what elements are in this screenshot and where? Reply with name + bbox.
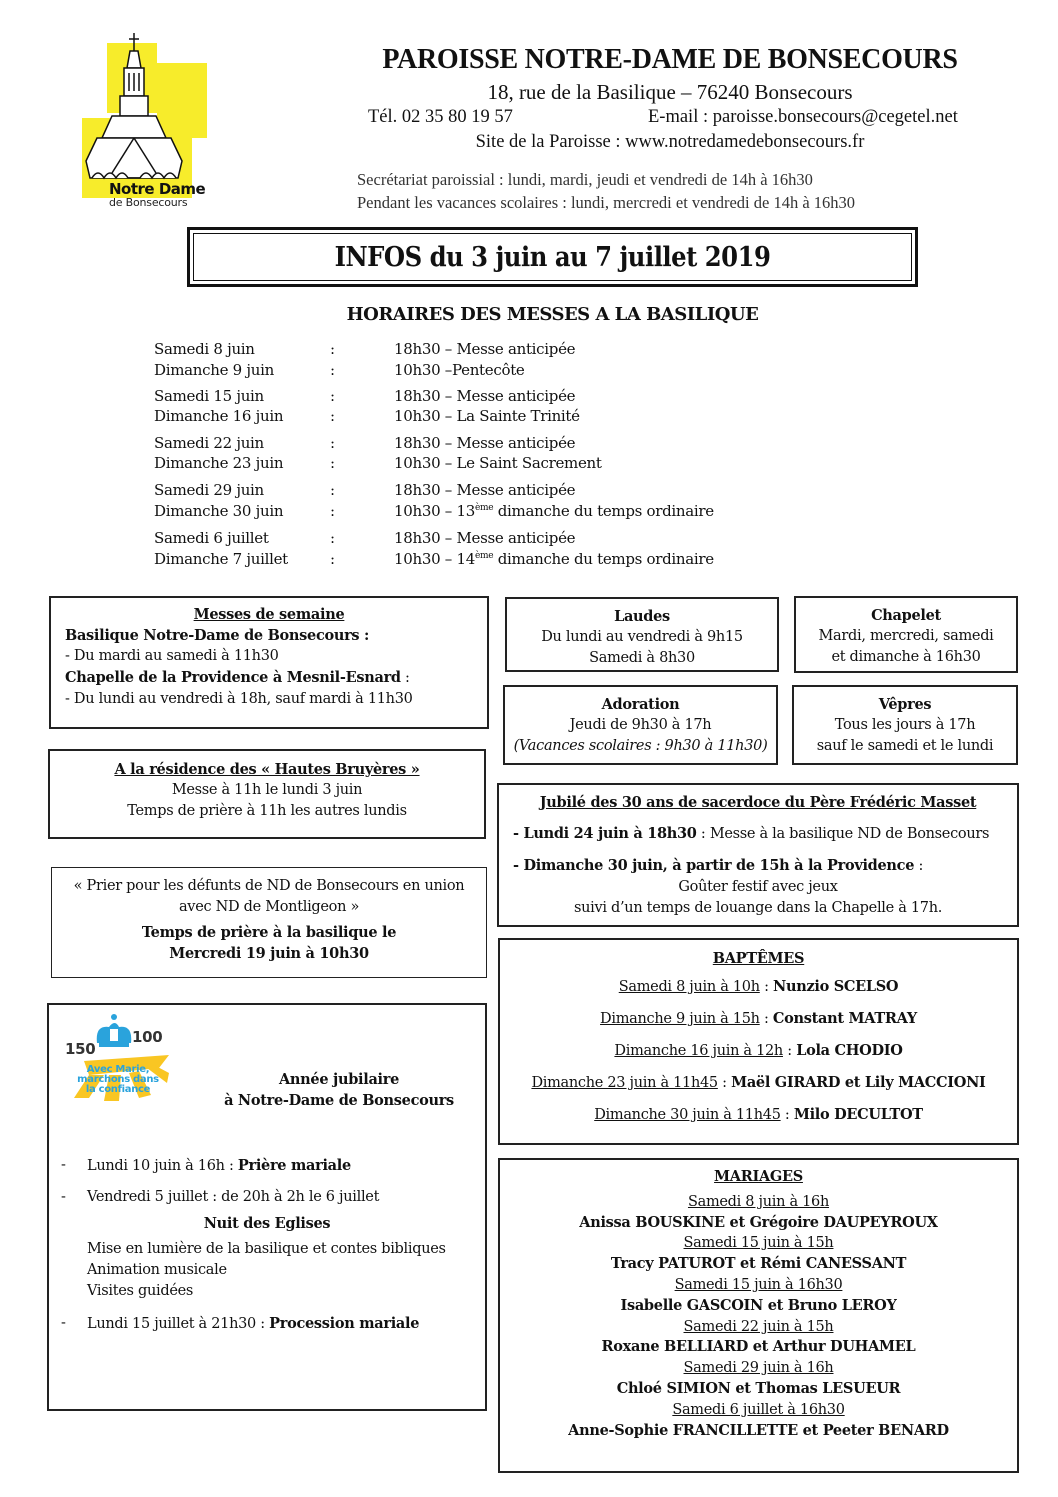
deceased-prayer-line: avec ND de Montligeon » <box>178 899 360 915</box>
schedule-time: 18h30 – Messe anticipée <box>394 529 576 547</box>
baptism-item: Dimanche 30 juin à 11h45 : Milo DECULTOT <box>594 1106 923 1123</box>
wedding-item <box>500 1400 1017 1442</box>
laudes-line: Du lundi au vendredi à 9h15 <box>541 629 743 645</box>
schedule-separator: : <box>330 387 335 405</box>
jubilee-bullet: - <box>61 1189 66 1205</box>
wedding-item <box>500 1233 1017 1275</box>
jubilee-year-box <box>47 1003 487 1411</box>
parish-phone: Tél. 02 35 80 19 57 <box>368 107 513 127</box>
wedding-couple: Chloé SIMION et Thomas LESUEUR <box>616 1379 901 1397</box>
wedding-date: Samedi 15 juin à 15h <box>683 1235 834 1252</box>
laudes-title: Laudes <box>614 608 670 625</box>
schedule-time: 18h30 – Messe anticipée <box>394 481 576 499</box>
schedule-day: Dimanche 16 juin <box>154 407 284 425</box>
schedule-day: Samedi 8 juin <box>154 340 255 358</box>
jubilee-logo-150: 150 <box>65 1040 96 1058</box>
schedule-separator: : <box>330 407 335 425</box>
adoration-line: Jeudi de 9h30 à 17h <box>569 717 712 733</box>
schedule-day: Dimanche 7 juillet <box>154 550 288 568</box>
chapelet-box <box>794 596 1018 673</box>
residence-line: Temps de prière à 11h les autres lundis <box>127 803 407 819</box>
deceased-prayer-box <box>51 867 487 978</box>
schedule-separator: : <box>330 529 335 547</box>
wedding-date: Samedi 29 juin à 16h <box>683 1360 834 1377</box>
wedding-item <box>500 1317 1017 1359</box>
laudes-line: Samedi à 8h30 <box>589 650 695 666</box>
jubilee-bullet: - <box>61 1315 66 1331</box>
secretariat-holiday-hours: Pendant les vacances scolaires : lundi, mercredi et vendredi de 14h à 16h30 <box>357 193 856 212</box>
wedding-item <box>500 1192 1017 1234</box>
logo-subtitle: de Bonsecours <box>109 196 188 209</box>
schedule-time: 10h30 –Pentecôte <box>394 361 525 379</box>
wedding-date: Samedi 8 juin à 16h <box>687 1193 830 1210</box>
schedule-day: Samedi 6 juillet <box>154 529 269 547</box>
priest-jubilee-title: Jubilé des 30 ans de sacerdoce du Père Frédéric Masset <box>539 794 977 811</box>
deceased-prayer-line: « Prier pour les défunts de ND de Bonsecours en union <box>73 878 465 894</box>
schedule-separator: : <box>330 434 335 452</box>
jubilee-logo-slogan: Avec Marie, marchons dans la confiance <box>77 1064 159 1095</box>
deceased-prayer-time: Mercredi 19 juin à 10h30 <box>169 945 369 962</box>
parish-email[interactable]: E-mail : paroisse.bonsecours@cegetel.net <box>648 107 958 127</box>
vepres-title: Vêpres <box>878 696 932 713</box>
wedding-date: Samedi 15 juin à 16h30 <box>674 1276 843 1293</box>
schedule-separator: : <box>330 340 335 358</box>
banner-title: INFOS du 3 juin au 7 juillet 2019 <box>193 233 912 281</box>
schedule-time: 18h30 – Messe anticipée <box>394 340 576 358</box>
weekday-masses-title: Messes de semaine <box>193 606 345 623</box>
wedding-date: Samedi 6 juillet à 16h30 <box>672 1401 845 1418</box>
chapelet-line: Mardi, mercredi, samedi <box>818 628 994 644</box>
vepres-line: sauf le samedi et le lundi <box>816 738 994 754</box>
jubilee-item: Lundi 15 juillet à 21h30 : Procession mariale <box>87 1315 420 1332</box>
schedule-separator: : <box>330 481 335 499</box>
adoration-box <box>503 685 778 765</box>
jubilee-year-title: Année jubilaire à Notre-Dame de Bonsecours <box>224 1071 454 1109</box>
schedule-day: Samedi 29 juin <box>154 481 264 499</box>
baptisms-box <box>498 938 1019 1145</box>
vepres-line: Tous les jours à 17h <box>834 717 976 733</box>
chapelle-label: Chapelle de la Providence à Mesnil-Esnard : <box>65 669 410 686</box>
baptism-item: Samedi 8 juin à 10h : Nunzio SCELSO <box>618 978 899 995</box>
nuit-des-eglises-line: Visites guidées <box>87 1283 194 1299</box>
wedding-couple: Anne-Sophie FRANCILLETTE et Peeter BENARD <box>568 1421 949 1439</box>
adoration-holiday-line: (Vacances scolaires : 9h30 à 11h30) <box>513 738 768 754</box>
schedule-time: 10h30 – Le Saint Sacrement <box>394 454 602 472</box>
parish-logo <box>82 33 212 208</box>
parish-website[interactable]: Site de la Paroisse : www.notredamedebonsecours.fr <box>475 132 865 152</box>
schedule-separator: : <box>330 361 335 379</box>
schedule-day: Dimanche 30 juin <box>154 502 284 520</box>
baptism-item: Dimanche 23 juin à 11h45 : Maël GIRARD et Lily MACCIONI <box>531 1074 986 1091</box>
wedding-couple: Isabelle GASCOIN et Bruno LEROY <box>620 1296 897 1314</box>
wedding-item <box>500 1275 1017 1317</box>
mass-schedule-title: HORAIRES DES MESSES A LA BASILIQUE <box>346 304 759 325</box>
jubilee-logo-100: 100 <box>132 1028 163 1046</box>
schedule-day: Dimanche 23 juin <box>154 454 284 472</box>
nuit-des-eglises-line: Animation musicale <box>87 1262 227 1278</box>
priest-jubilee-item: - Lundi 24 juin à 18h30 : Messe à la basilique ND de Bonsecours <box>513 825 990 842</box>
wedding-couple: Tracy PATUROT et Rémi CANESSANT <box>610 1255 907 1273</box>
schedule-separator: : <box>330 454 335 472</box>
residence-title: A la résidence des « Hautes Bruyères » <box>114 761 420 778</box>
priest-jubilee-line: suivi d’un temps de louange dans la Chapelle à 17h. <box>573 900 943 916</box>
chapelet-line: et dimanche à 16h30 <box>831 649 981 665</box>
weddings-title: MARIAGES <box>714 1168 803 1185</box>
schedule-separator: : <box>330 502 335 520</box>
laudes-box <box>505 597 779 672</box>
deceased-prayer-time: Temps de prière à la basilique le <box>141 924 397 941</box>
schedule-time: 18h30 – Messe anticipée <box>394 434 576 452</box>
basilique-label: Basilique Notre-Dame de Bonsecours : <box>65 627 370 644</box>
schedule-time: 10h30 – La Sainte Trinité <box>394 407 580 425</box>
schedule-day: Samedi 22 juin <box>154 434 264 452</box>
schedule-day: Samedi 15 juin <box>154 387 264 405</box>
logo-title: Notre Dame <box>109 180 206 198</box>
baptism-item: Dimanche 9 juin à 15h : Constant MATRAY <box>600 1010 917 1027</box>
wedding-couple: Anissa BOUSKINE et Grégoire DAUPEYROUX <box>579 1213 938 1231</box>
baptism-item: Dimanche 16 juin à 12h : Lola CHODIO <box>614 1042 903 1059</box>
chapelet-title: Chapelet <box>871 607 941 624</box>
schedule-time: 10h30 – 13ème dimanche du temps ordinaire <box>394 502 714 520</box>
baptisms-title: BAPTÊMES <box>712 950 805 967</box>
adoration-title: Adoration <box>601 696 680 713</box>
wedding-date: Samedi 22 juin à 15h <box>683 1318 834 1335</box>
weddings-box <box>498 1158 1019 1473</box>
schedule-day: Dimanche 9 juin <box>154 361 274 379</box>
jubilee-item: Vendredi 5 juillet : de 20h à 2h le 6 juillet <box>87 1189 380 1205</box>
residence-box <box>48 749 486 839</box>
nuit-des-eglises-line: Mise en lumière de la basilique et contes bibliques <box>87 1241 446 1257</box>
parish-address: 18, rue de la Basilique – 76240 Bonsecours <box>487 80 853 104</box>
priest-jubilee-line: Goûter festif avec jeux <box>678 879 838 895</box>
parish-title: PAROISSE NOTRE-DAME DE BONSECOURS <box>382 44 958 75</box>
secretariat-hours: Secrétariat paroissial : lundi, mardi, jeudi et vendredi de 14h à 16h30 <box>357 170 813 189</box>
nuit-des-eglises-title: Nuit des Eglises <box>203 1215 331 1232</box>
basilique-hours: - Du mardi au samedi à 11h30 <box>65 648 279 664</box>
schedule-separator: : <box>330 550 335 568</box>
residence-line: Messe à 11h le lundi 3 juin <box>171 782 363 798</box>
schedule-time: 18h30 – Messe anticipée <box>394 387 576 405</box>
jubilee-item: Lundi 10 juin à 16h : Prière mariale <box>87 1157 351 1174</box>
priest-jubilee-item: - Dimanche 30 juin, à partir de 15h à la Providence : <box>513 857 924 874</box>
jubilee-logo <box>59 1013 169 1103</box>
priest-jubilee-box <box>497 783 1019 927</box>
wedding-item <box>500 1358 1017 1400</box>
chapelle-hours: - Du lundi au vendredi à 18h, sauf mardi à 11h30 <box>65 691 413 707</box>
vepres-box <box>792 685 1018 765</box>
schedule-time: 10h30 – 14ème dimanche du temps ordinaire <box>394 550 714 568</box>
weekday-masses-box <box>49 596 489 729</box>
jubilee-bullet: - <box>61 1157 66 1173</box>
info-banner <box>187 227 918 287</box>
wedding-couple: Roxane BELLIARD et Arthur DUHAMEL <box>601 1338 916 1356</box>
